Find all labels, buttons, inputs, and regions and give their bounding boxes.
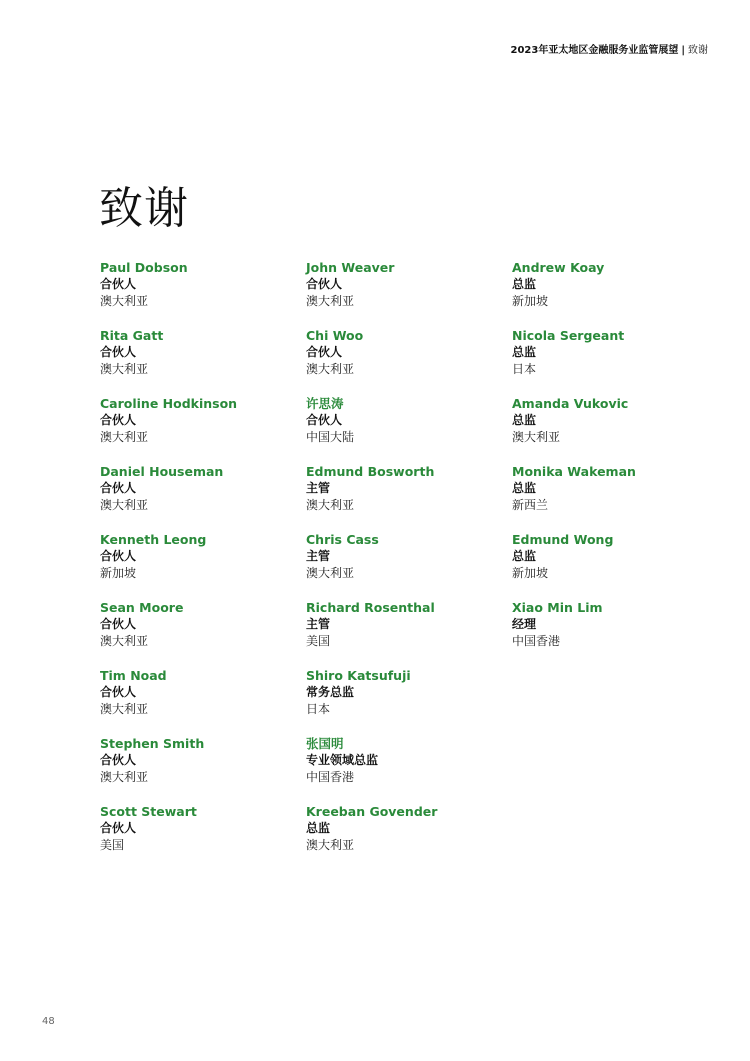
contributor-role: 合伙人 [306, 413, 343, 427]
contributor-entry [306, 463, 506, 531]
contributor-entry [100, 259, 300, 327]
contributor-role: 合伙人 [100, 413, 137, 427]
contributor-name: 张国明 [306, 736, 344, 751]
contributor-location: 日本 [306, 702, 331, 716]
contributor-entry [306, 735, 506, 803]
contributor-role: 总监 [306, 821, 331, 835]
contributor-name: Edmund Bosworth [306, 464, 435, 479]
contributor-name: Richard Rosenthal [306, 600, 435, 615]
contributor-location: 新加坡 [100, 566, 137, 580]
contributor-name: Sean Moore [100, 600, 184, 615]
contributor-role: 合伙人 [100, 685, 137, 699]
contributor-entry [512, 259, 712, 327]
contributor-location: 澳大利亚 [100, 430, 149, 444]
contributor-location: 中国香港 [306, 770, 355, 784]
contributor-location: 澳大利亚 [100, 362, 149, 376]
contributor-role: 合伙人 [306, 277, 343, 291]
contributor-entry [100, 327, 300, 395]
contributor-location: 澳大利亚 [100, 702, 149, 716]
contributor-location: 澳大利亚 [306, 498, 355, 512]
contributor-entry [100, 735, 300, 803]
contributor-entry [306, 531, 506, 599]
contributor-location: 新加坡 [512, 294, 549, 308]
contributors-column-3 [512, 259, 712, 667]
contributor-entry [100, 599, 300, 667]
contributor-entry [306, 259, 506, 327]
contributor-role: 合伙人 [306, 345, 343, 359]
contributor-entry [512, 327, 712, 395]
contributor-role: 总监 [512, 481, 537, 495]
contributor-name: Kenneth Leong [100, 532, 207, 547]
contributor-name: Nicola Sergeant [512, 328, 625, 343]
contributor-location: 澳大利亚 [306, 838, 355, 852]
contributor-entry [306, 599, 506, 667]
contributor-location: 澳大利亚 [306, 294, 355, 308]
contributor-name: Scott Stewart [100, 804, 197, 819]
contributor-location: 美国 [100, 838, 125, 852]
report-title: 2023年亚太地区金融服务业监管展望 [510, 45, 679, 56]
contributor-location: 日本 [512, 362, 537, 376]
contributors-column-2 [306, 259, 506, 871]
contributor-name: John Weaver [306, 260, 395, 275]
contributor-location: 中国大陆 [306, 430, 355, 444]
contributor-location: 澳大利亚 [100, 770, 149, 784]
contributor-entry [100, 531, 300, 599]
contributor-location: 美国 [306, 634, 331, 648]
contributor-name: Daniel Houseman [100, 464, 224, 479]
contributor-name: Edmund Wong [512, 532, 614, 547]
contributor-location: 新加坡 [512, 566, 549, 580]
contributor-name: Rita Gatt [100, 328, 164, 343]
contributor-name: Xiao Min Lim [512, 600, 603, 615]
contributor-location: 新西兰 [512, 498, 549, 512]
contributor-role: 主管 [306, 549, 331, 563]
contributor-name: Paul Dobson [100, 260, 188, 275]
page-number: 48 [42, 1016, 55, 1027]
contributor-location: 中国香港 [512, 634, 561, 648]
contributor-location: 澳大利亚 [306, 566, 355, 580]
contributor-name: Chris Cass [306, 532, 379, 547]
contributors-column-1 [100, 259, 300, 871]
contributor-entry [306, 667, 506, 735]
contributor-entry [512, 395, 712, 463]
contributor-entry [100, 803, 300, 871]
contributor-name: Chi Woo [306, 328, 364, 343]
page-title: 致谢 [99, 183, 189, 235]
contributor-location: 澳大利亚 [100, 294, 149, 308]
contributor-entry [306, 395, 506, 463]
contributor-role: 专业领域总监 [306, 753, 379, 767]
contributor-location: 澳大利亚 [100, 634, 149, 648]
contributor-name: Shiro Katsufuji [306, 668, 411, 683]
contributor-location: 澳大利亚 [306, 362, 355, 376]
contributor-entry [306, 803, 506, 871]
contributor-role: 常务总监 [306, 685, 355, 699]
contributor-role: 合伙人 [100, 821, 137, 835]
contributor-role: 合伙人 [100, 277, 137, 291]
contributor-role: 合伙人 [100, 549, 137, 563]
contributor-role: 主管 [306, 617, 331, 631]
contributor-name: Tim Noad [100, 668, 167, 683]
contributor-entry [306, 327, 506, 395]
contributor-entry [100, 395, 300, 463]
contributor-entry [100, 463, 300, 531]
contributor-name: Kreeban Govender [306, 804, 438, 819]
header-section: 致谢 [688, 45, 708, 56]
contributor-role: 总监 [512, 549, 537, 563]
contributor-location: 澳大利亚 [512, 430, 561, 444]
contributor-name: Monika Wakeman [512, 464, 636, 479]
contributor-role: 合伙人 [100, 753, 137, 767]
contributor-role: 合伙人 [100, 481, 137, 495]
contributor-name: 许思涛 [306, 396, 344, 411]
contributor-name: Caroline Hodkinson [100, 396, 238, 411]
contributor-role: 总监 [512, 413, 537, 427]
contributor-entry [512, 463, 712, 531]
contributor-name: Amanda Vukovic [512, 396, 629, 411]
contributor-role: 主管 [306, 481, 331, 495]
contributor-role: 经理 [512, 617, 537, 631]
contributor-role: 总监 [512, 277, 537, 291]
running-header [511, 41, 709, 56]
contributor-entry [512, 599, 712, 667]
contributor-role: 总监 [512, 345, 537, 359]
contributor-entry [512, 531, 712, 599]
header-separator: | [681, 45, 685, 56]
contributor-role: 合伙人 [100, 617, 137, 631]
contributor-role: 合伙人 [100, 345, 137, 359]
contributor-name: Andrew Koay [512, 260, 605, 275]
contributor-name: Stephen Smith [100, 736, 205, 751]
contributor-location: 澳大利亚 [100, 498, 149, 512]
contributor-entry [100, 667, 300, 735]
